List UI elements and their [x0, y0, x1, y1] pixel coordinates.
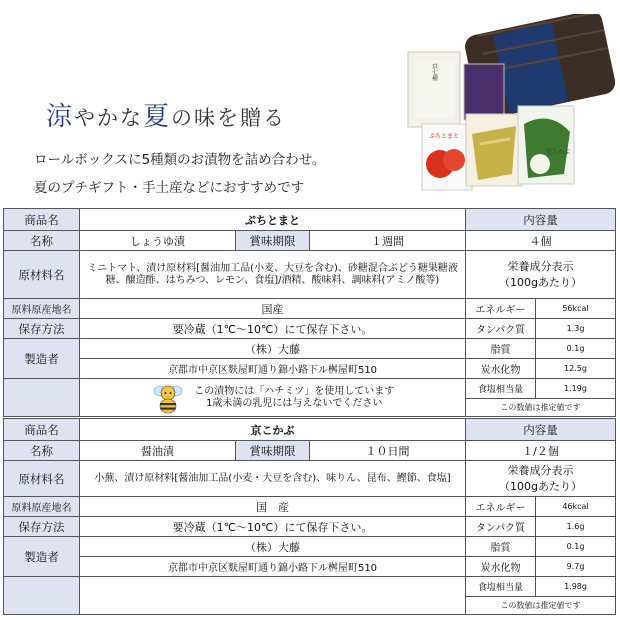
product-photo	[400, 14, 615, 199]
fat-label: 脂質	[466, 339, 536, 359]
maker-label: 製造者	[4, 537, 80, 577]
origin-value: 国産	[80, 299, 466, 319]
type-value: しょうゆ漬	[80, 231, 236, 251]
maker-address: 京都市中京区麩屋町通り錦小路下ル桝屋町510	[80, 557, 466, 577]
ingredients-label: 原材料名	[4, 251, 80, 299]
table-row	[4, 231, 616, 251]
energy-label: エネルギー	[466, 299, 536, 319]
package-label-3: 京こかぶ	[545, 149, 571, 156]
ingredients-label: 原材料名	[4, 461, 80, 497]
notice-label-empty	[4, 577, 80, 615]
hero-banner	[0, 0, 620, 205]
tagline-accent-3: 夏	[143, 102, 172, 132]
table-row	[4, 359, 616, 379]
nutrition-header	[466, 251, 616, 299]
carb-value: 9.7g	[536, 557, 616, 577]
table-row	[4, 419, 616, 441]
table-row	[4, 379, 616, 399]
tagline-accent-1: 涼	[46, 102, 75, 132]
description-line-2: 夏のプチギフト・手土産などにおすすめです	[34, 180, 305, 196]
tagline-part-2: やかな	[74, 106, 144, 130]
expiry-label: 賞味期限	[236, 441, 310, 461]
energy-value: 56kcal	[536, 299, 616, 319]
product-name-label: 商品名	[4, 419, 80, 441]
fat-label: 脂質	[466, 537, 536, 557]
notice-empty	[80, 577, 466, 615]
table-row	[4, 577, 616, 597]
table-row	[4, 441, 616, 461]
package-label-1: 京七種	[430, 63, 438, 81]
warning-line-1: この漬物には「ハチミツ」を使用しています	[194, 385, 395, 397]
origin-label: 原料原産地名	[4, 497, 80, 517]
protein-label: タンパク質	[466, 517, 536, 537]
expiry-value: １週間	[310, 231, 466, 251]
nutrition-basis: （100gあたり）	[499, 275, 582, 289]
fat-value: 0.1g	[536, 537, 616, 557]
salt-value: 1.19g	[536, 379, 616, 399]
maker-label: 製造者	[4, 339, 80, 379]
nutrition-header	[466, 461, 616, 497]
warning-text	[194, 386, 394, 410]
carb-label: 炭水化物	[466, 359, 536, 379]
carb-value: 12.5g	[536, 359, 616, 379]
protein-value: 1.3g	[536, 319, 616, 339]
product-table-2	[3, 418, 616, 615]
product-name: 京こかぶ	[80, 419, 466, 441]
estimate-note: この数値は推定値です	[466, 597, 616, 615]
ingredients-value: ミニトマト、漬け原材料[醤油加工品(小麦、大豆を含む)、砂糖混合ぶどう糖果糖液糖、醸造酢、はちみつ、レモン、食塩]/酒精、酸味料、調味料(アミノ酸等)	[80, 251, 466, 299]
notice-label-empty	[4, 379, 80, 417]
bee-icon	[151, 382, 185, 414]
energy-label: エネルギー	[466, 497, 536, 517]
content-value: ４個	[466, 231, 616, 251]
origin-label: 原料原産地名	[4, 299, 80, 319]
honey-warning	[80, 379, 466, 417]
salt-label: 食塩相当量	[466, 379, 536, 399]
table-row	[4, 497, 616, 517]
description-line-1: ロールボックスに5種類のお漬物を詰め合わせ。	[34, 152, 326, 168]
name-label: 名称	[4, 231, 80, 251]
origin-value: 国 産	[80, 497, 466, 517]
type-value: 醤油漬	[80, 441, 236, 461]
expiry-label: 賞味期限	[236, 231, 310, 251]
table-row	[4, 537, 616, 557]
tagline-part-4: の味を贈る	[171, 106, 287, 130]
storage-value: 要冷蔵（1℃～10℃）にて保存下さい。	[80, 319, 466, 339]
product-name-label: 商品名	[4, 209, 80, 231]
nutrition-title: 栄養成分表示	[507, 463, 574, 477]
table-row	[4, 209, 616, 231]
table-row	[4, 557, 616, 577]
warning-line-2: 1歳未満の乳児には与えないでください	[206, 397, 383, 409]
carb-label: 炭水化物	[466, 557, 536, 577]
product-name: ぷちとまと	[80, 209, 466, 231]
table-row	[4, 517, 616, 537]
storage-label: 保存方法	[4, 319, 80, 339]
name-label: 名称	[4, 441, 80, 461]
salt-value: 1.98g	[536, 577, 616, 597]
salt-label: 食塩相当量	[466, 577, 536, 597]
maker-name: （株）大藤	[80, 339, 466, 359]
nutrition-title: 栄養成分表示	[507, 259, 574, 273]
table-row	[4, 319, 616, 339]
protein-label: タンパク質	[466, 319, 536, 339]
fat-value: 0.1g	[536, 339, 616, 359]
content-value: １/２個	[466, 441, 616, 461]
ingredients-value: 小蕪、漬け原材料[醤油加工品(小麦・大豆を含む)、味りん、昆布、鰹節、食塩]	[80, 461, 466, 497]
product-table-1	[3, 208, 616, 417]
content-label: 内容量	[466, 209, 616, 231]
maker-name: （株）大藤	[80, 537, 466, 557]
estimate-note: この数値は推定値です	[466, 399, 616, 417]
table-row	[4, 339, 616, 359]
storage-label: 保存方法	[4, 517, 80, 537]
energy-value: 46kcal	[536, 497, 616, 517]
table-row	[4, 461, 616, 497]
protein-value: 1.6g	[536, 517, 616, 537]
table-row	[4, 299, 616, 319]
expiry-value: １０日間	[310, 441, 466, 461]
nutrition-basis: （100gあたり）	[499, 479, 582, 493]
content-label: 内容量	[466, 419, 616, 441]
tagline	[46, 96, 286, 133]
table-row	[4, 251, 616, 299]
package-label-2: ぷちとまと	[428, 133, 460, 140]
storage-value: 要冷蔵（1℃～10℃）にて保存下さい。	[80, 517, 466, 537]
maker-address: 京都市中京区麩屋町通り錦小路下ル桝屋町510	[80, 359, 466, 379]
